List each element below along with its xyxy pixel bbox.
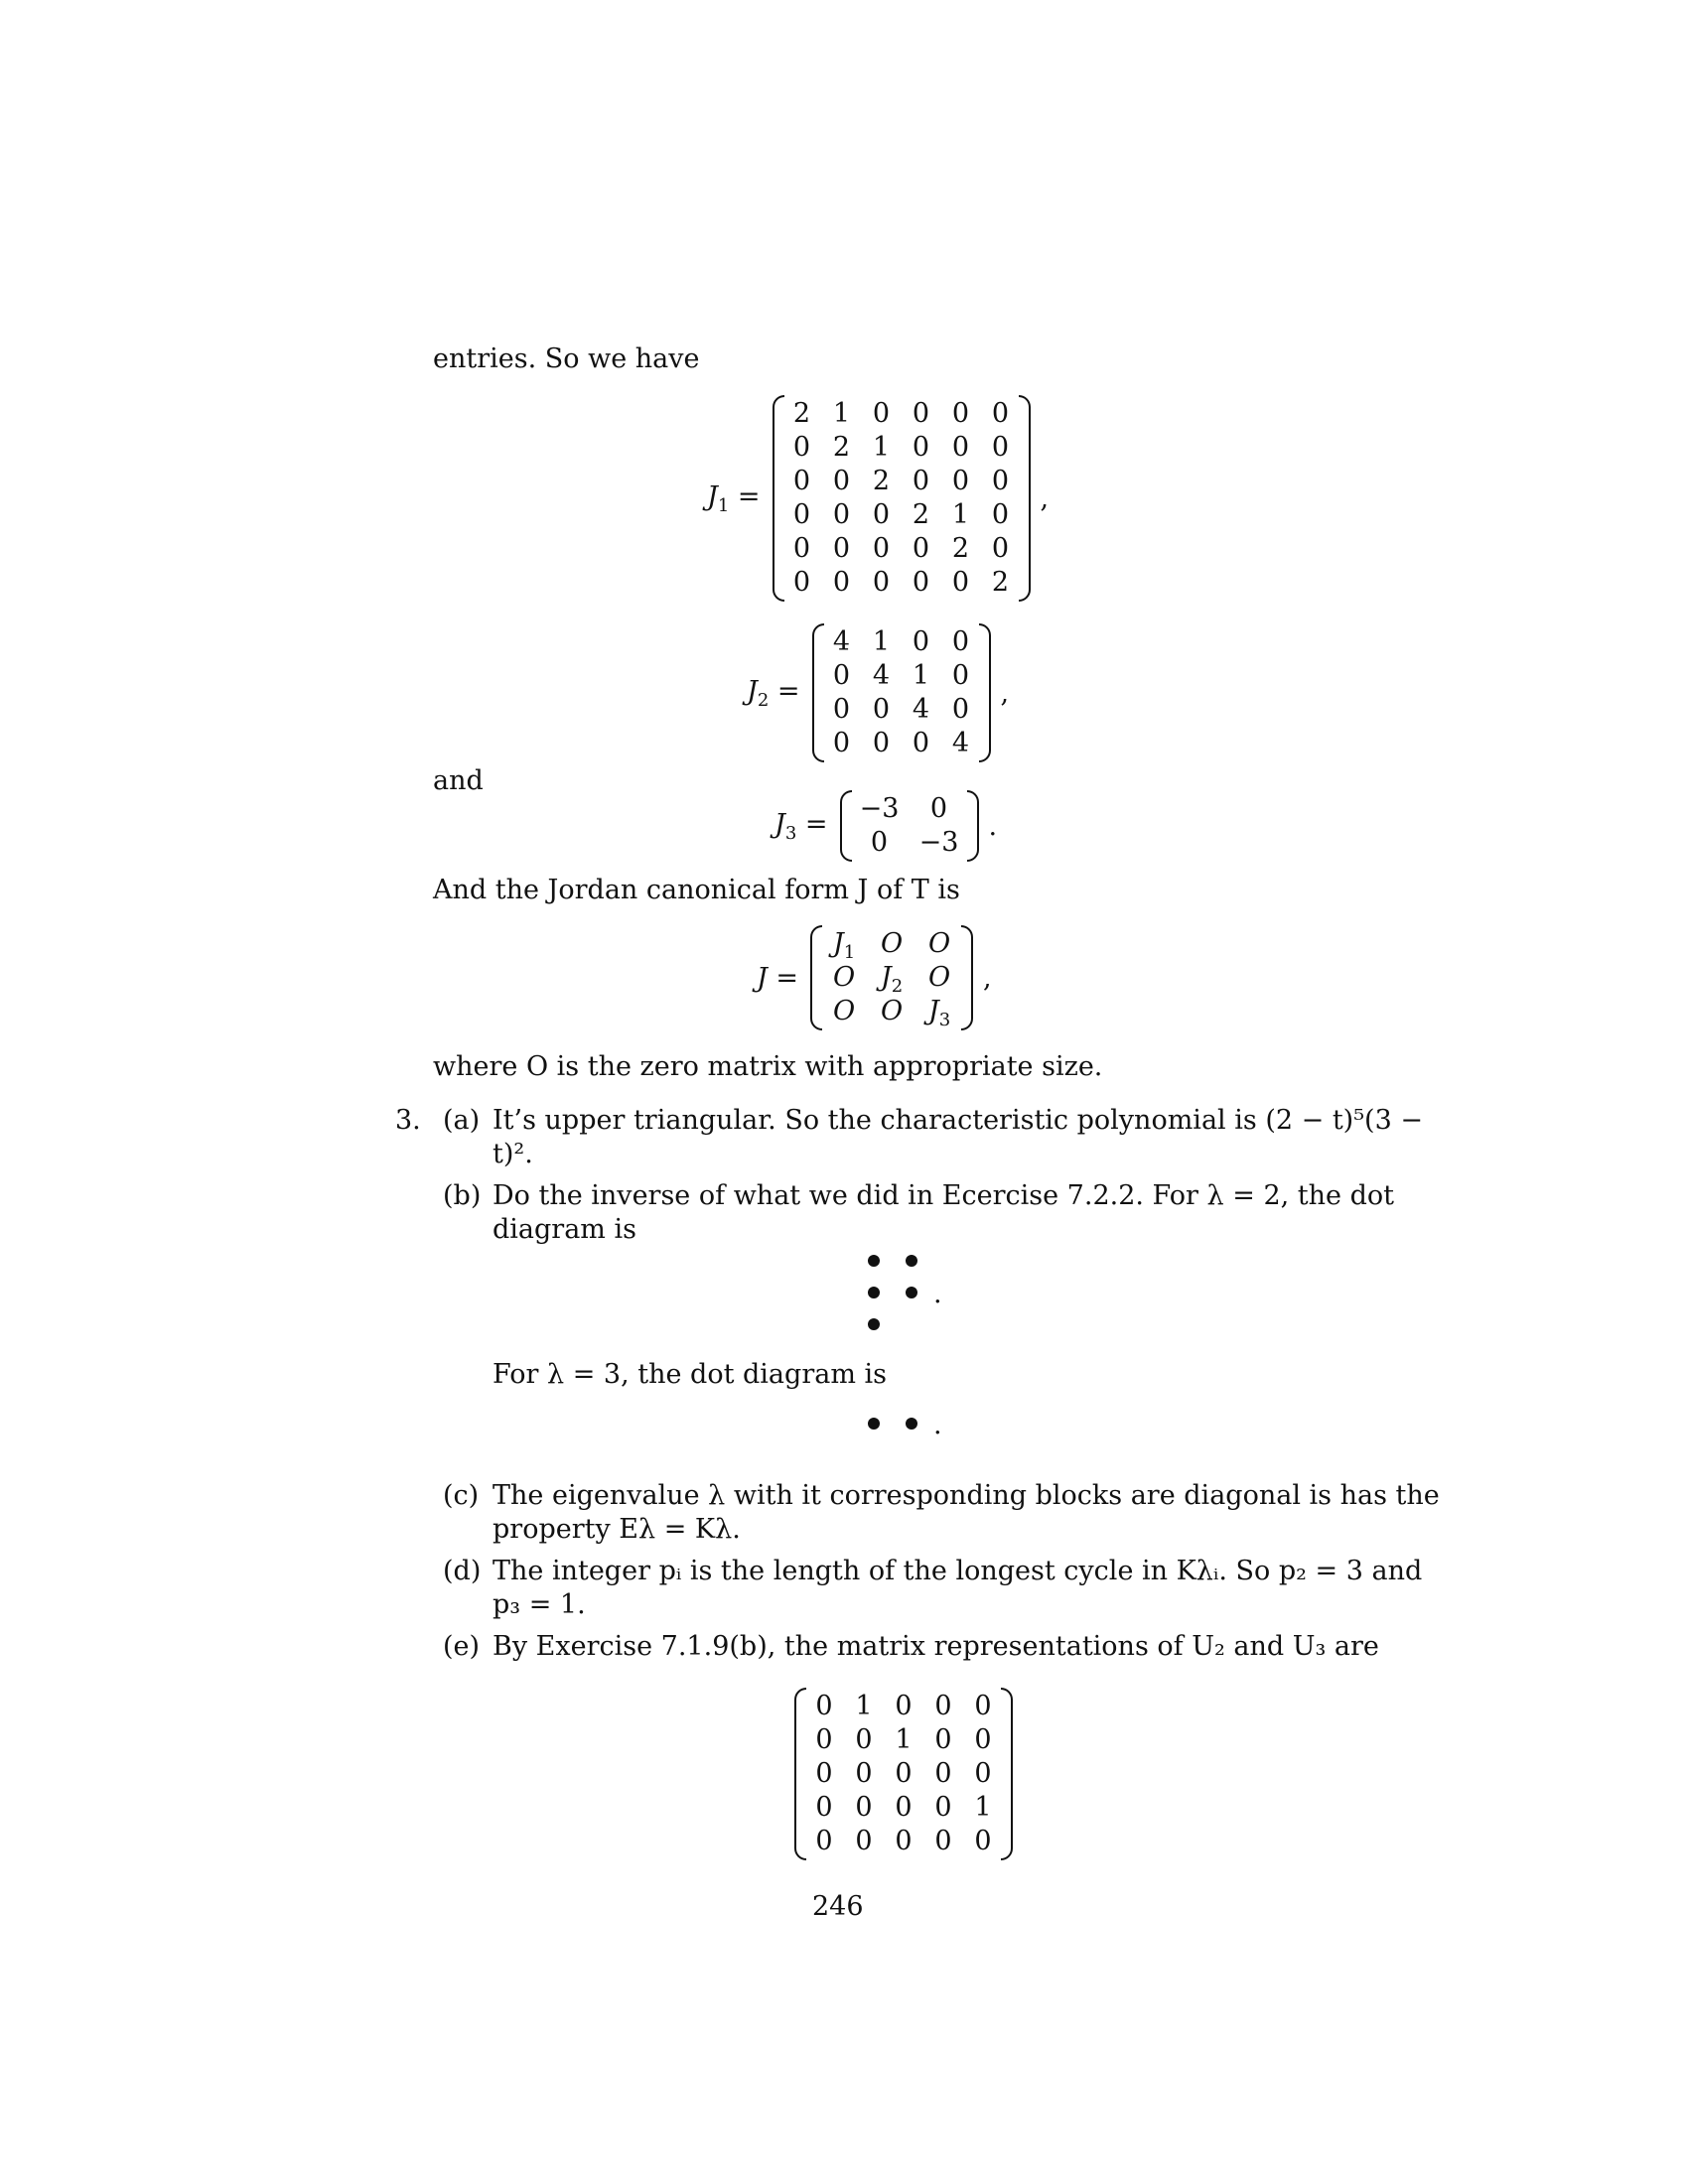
matrix-cell: 1 [872, 432, 891, 463]
matrix-cell: 0 [832, 728, 851, 758]
matrix-cell: 0 [872, 728, 891, 758]
matrix-cell: 0 [912, 466, 930, 496]
matrix-cell: 0 [855, 1724, 873, 1755]
matrix-cell: 0 [934, 1691, 952, 1721]
matrix-cell: O [927, 928, 951, 959]
matrix-cell: 1 [872, 626, 891, 657]
matrix-cell: 1 [895, 1724, 913, 1755]
matrix-j-label: J = [757, 962, 799, 994]
part-c-line2: property Eλ = Kλ. [492, 1514, 741, 1545]
matrix-j1-equation [707, 395, 1049, 602]
dot-diagram-2-dot [906, 1255, 917, 1267]
matrix-cell: $J_2$ [880, 962, 904, 997]
matrix-cell: 0 [895, 1691, 913, 1721]
matrix-cell: 1 [974, 1792, 992, 1823]
matrix-cell: 2 [951, 533, 970, 564]
matrix-cell: 0 [974, 1724, 992, 1755]
part-a-label: (a) [443, 1105, 481, 1136]
matrix-cell: 0 [870, 827, 889, 858]
matrix-cell: −3 [859, 793, 900, 824]
matrix-cell: 0 [832, 694, 851, 725]
matrix-cell: 4 [832, 626, 851, 657]
matrix-j3-label: $J_3$ = [774, 808, 828, 844]
matrix-cell: 0 [951, 567, 970, 598]
matrix-cell: 0 [872, 398, 891, 429]
and-text: and [433, 765, 484, 796]
matrix-j1 [773, 395, 1031, 602]
part-c-line1: The eigenvalue λ with it corresponding blocks are diagonal is has the [492, 1480, 1440, 1511]
matrix-cell: 0 [872, 694, 891, 725]
part-a-line2: t)². [492, 1139, 533, 1169]
matrix-cell: 0 [934, 1792, 952, 1823]
matrix-cell: 0 [815, 1792, 833, 1823]
matrix-cell: 0 [815, 1826, 833, 1856]
matrix-cell: 2 [832, 432, 851, 463]
matrix-cell: O [880, 928, 904, 959]
dot-diagram-3-dot [906, 1418, 917, 1430]
part-d-label: (d) [443, 1556, 482, 1586]
matrix-j-equation [757, 925, 992, 1030]
matrix-cell: 0 [991, 499, 1010, 530]
dot-diagram-2-period: . [933, 1279, 942, 1309]
matrix-cell: 0 [792, 499, 811, 530]
matrix-j1-trail: , [1040, 482, 1050, 514]
part-d-line2: p₃ = 1. [492, 1589, 586, 1620]
matrix-cell: 2 [872, 466, 891, 496]
matrix-j2-label: $J_2$ = [747, 675, 800, 711]
matrix-cell: 0 [912, 533, 930, 564]
matrix-cell: $J_3$ [927, 996, 951, 1030]
matrix-cell: 0 [951, 466, 970, 496]
part-b-line1: Do the inverse of what we did in Ecercise 7.2.2. For λ = 2, the dot [492, 1180, 1394, 1211]
matrix-cell: 0 [912, 398, 930, 429]
problem-number: 3. [395, 1105, 421, 1136]
matrix-cell: 2 [792, 398, 811, 429]
matrix-cell: 0 [934, 1758, 952, 1789]
dot-diagram-2-dot [906, 1287, 917, 1298]
dot-diagram-3-dot [868, 1418, 880, 1430]
matrix-cell: 0 [951, 398, 970, 429]
matrix-j2-trail: , [1000, 677, 1010, 709]
matrix-cell: 0 [974, 1826, 992, 1856]
matrix-cell: 2 [912, 499, 930, 530]
matrix-cell: 0 [951, 432, 970, 463]
matrix-cell: 0 [934, 1826, 952, 1856]
dot-diagram-2-dot [868, 1287, 880, 1298]
matrix-j3 [840, 790, 979, 862]
matrix-cell: O [832, 996, 856, 1026]
matrix-cell: 0 [792, 567, 811, 598]
part-d-line1: The integer pᵢ is the length of the longest cycle in Kλᵢ. So p₂ = 3 and [492, 1556, 1423, 1586]
matrix-cell: 4 [872, 660, 891, 691]
matrix-cell: 4 [912, 694, 930, 725]
matrix-j1-label: $J_1$ = [707, 480, 761, 516]
matrix-cell: 0 [832, 466, 851, 496]
matrix-cell: 0 [991, 466, 1010, 496]
part-e-label: (e) [443, 1631, 481, 1662]
matrix-cell: 0 [815, 1724, 833, 1755]
matrix-j2 [812, 623, 991, 762]
matrix-j2-equation [747, 623, 1009, 762]
matrix-cell: 0 [929, 793, 948, 824]
matrix-cell: 0 [951, 626, 970, 657]
matrix-cell: O [927, 962, 951, 993]
matrix-u2 [794, 1688, 1013, 1860]
matrix-cell: 0 [912, 626, 930, 657]
matrix-cell: 2 [991, 567, 1010, 598]
matrix-cell: 0 [855, 1826, 873, 1856]
part-c-label: (c) [443, 1480, 480, 1511]
matrix-cell: 0 [855, 1792, 873, 1823]
matrix-cell: 0 [792, 466, 811, 496]
jordan-form-text: And the Jordan canonical form J of T is [433, 875, 960, 905]
matrix-j3-equation [774, 790, 997, 862]
matrix-cell: 0 [815, 1758, 833, 1789]
intro-text: entries. So we have [433, 343, 700, 374]
matrix-cell: 0 [991, 432, 1010, 463]
matrix-cell: 1 [912, 660, 930, 691]
matrix-cell: 0 [912, 728, 930, 758]
matrix-cell: 0 [832, 533, 851, 564]
matrix-cell: 1 [855, 1691, 873, 1721]
matrix-cell: $J_1$ [832, 928, 856, 963]
matrix-cell: 0 [895, 1758, 913, 1789]
matrix-cell: 0 [855, 1758, 873, 1789]
dot-diagram-2-dot [868, 1318, 880, 1330]
dot-diagram-2-dot [868, 1255, 880, 1267]
matrix-cell: 0 [895, 1826, 913, 1856]
matrix-cell: 0 [991, 398, 1010, 429]
matrix-cell: 0 [832, 660, 851, 691]
matrix-cell: 0 [872, 567, 891, 598]
matrix-cell: 0 [974, 1758, 992, 1789]
matrix-j3-trail: . [988, 810, 998, 842]
matrix-cell: 1 [951, 499, 970, 530]
matrix-cell: 0 [974, 1691, 992, 1721]
matrix-cell: 0 [991, 533, 1010, 564]
matrix-cell: 0 [912, 432, 930, 463]
matrix-j-trail: , [983, 962, 992, 994]
part-b-label: (b) [443, 1180, 482, 1211]
matrix-cell: 0 [951, 694, 970, 725]
dot-diagram-3-period: . [933, 1410, 942, 1440]
matrix-cell: O [880, 996, 904, 1026]
matrix-cell: 0 [872, 533, 891, 564]
matrix-cell: 0 [832, 567, 851, 598]
part-b-line3: For λ = 3, the dot diagram is [492, 1359, 887, 1390]
matrix-cell: 4 [951, 728, 970, 758]
matrix-cell: 0 [792, 432, 811, 463]
matrix-j [810, 925, 973, 1030]
matrix-cell: 0 [815, 1691, 833, 1721]
matrix-cell: 0 [912, 567, 930, 598]
matrix-cell: −3 [918, 827, 959, 858]
part-b-line2: diagram is [492, 1214, 636, 1245]
matrix-cell: 0 [895, 1792, 913, 1823]
matrix-cell: 0 [872, 499, 891, 530]
part-e-line1: By Exercise 7.1.9(b), the matrix representations of U₂ and U₃ are [492, 1631, 1379, 1662]
matrix-cell: 0 [951, 660, 970, 691]
matrix-cell: 0 [792, 533, 811, 564]
matrix-cell: O [832, 962, 856, 993]
matrix-cell: 1 [832, 398, 851, 429]
page-number: 246 [812, 1891, 864, 1922]
matrix-u2-equation [794, 1688, 1013, 1860]
where-text: where O is the zero matrix with appropriate size. [433, 1051, 1103, 1082]
part-a-line1: It’s upper triangular. So the characteristic polynomial is (2 − t)⁵(3 − [492, 1105, 1423, 1136]
matrix-cell: 0 [934, 1724, 952, 1755]
matrix-cell: 0 [832, 499, 851, 530]
